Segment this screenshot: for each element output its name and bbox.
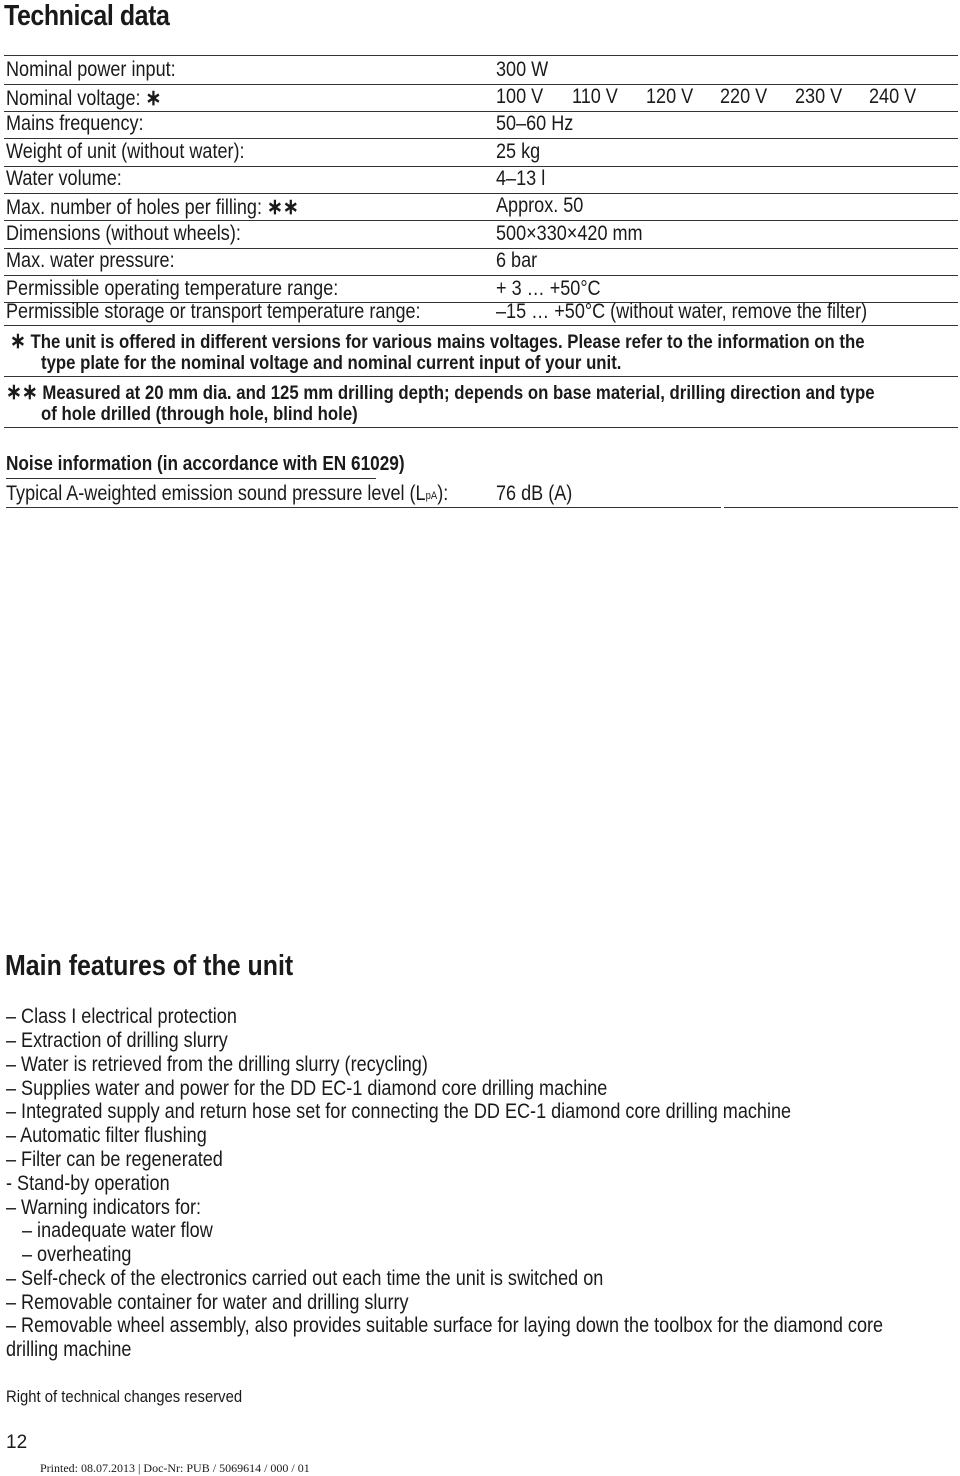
footnote-single [10, 328, 865, 354]
features-heading: Main features of the unit [5, 950, 294, 982]
spec-label-frequency: Mains frequency: [6, 112, 144, 135]
spec-label-water-volume: Water volume: [6, 167, 122, 190]
spec-label-water-pressure: Max. water pressure: [6, 249, 175, 272]
spec-label-operating-temp: Permissible operating temperature range: [6, 277, 339, 300]
spec-value-operating-temp: + 3 … +50°C [496, 277, 601, 300]
noise-underline [6, 507, 721, 508]
feature-item: – Class I electrical protection [6, 1005, 237, 1028]
voltage-option: 100 V [496, 85, 544, 108]
feature-item: – Removable container for water and drilling slurry [6, 1291, 409, 1314]
noise-label-sub: pA [425, 490, 438, 502]
footnote-double-text: Measured at 20 mm dia. and 125 mm drilling depth; depends on base material, drilling direction and type [42, 382, 875, 404]
spec-value-power: 300 W [496, 58, 549, 81]
spec-value-weight: 25 kg [496, 140, 541, 163]
spec-label-voltage [6, 85, 161, 111]
spec-label-weight: Weight of unit (without water): [6, 140, 245, 163]
spec-label-holes-text: Max. number of holes per filling: [6, 196, 262, 219]
row-divider [4, 138, 958, 139]
footnote-single-text: The unit is offered in different versions for various mains voltages. Please refer to the information on the [30, 331, 865, 353]
feature-item: – Supplies water and power for the DD EC-1 diamond core drilling machine [6, 1077, 608, 1100]
row-divider [4, 166, 958, 167]
double-asterisk-icon: ∗∗ [266, 194, 299, 219]
feature-item: – Filter can be regenerated [6, 1148, 223, 1171]
double-asterisk-icon: ∗∗ [6, 379, 38, 404]
row-divider [4, 275, 958, 276]
spec-label-power: Nominal power input: [6, 58, 176, 81]
feature-item: – Integrated supply and return hose set for connecting the DD EC-1 diamond core drilling machine [6, 1100, 792, 1123]
feature-subitem: – inadequate water flow [22, 1219, 213, 1242]
spec-value-water-volume: 4–13 l [496, 167, 546, 190]
noise-label-prefix: Typical A-weighted emission sound pressure level (L [6, 482, 426, 505]
footnote-double [6, 379, 875, 405]
voltage-option: 110 V [572, 85, 618, 108]
feature-item: – Self-check of the electronics carried out each time the unit is switched on [6, 1267, 604, 1290]
section-divider [4, 55, 958, 56]
row-divider [4, 111, 958, 112]
spec-label-voltage-text: Nominal voltage: [6, 87, 141, 110]
noise-label-suffix: ): [437, 482, 449, 505]
spec-value-water-pressure: 6 bar [496, 249, 538, 272]
page-title: Technical data [4, 0, 170, 32]
spec-label-storage-temp: Permissible storage or transport temperature range: [6, 300, 421, 323]
spec-value-dimensions: 500×330×420 mm [496, 222, 643, 245]
noise-label [6, 482, 448, 506]
footnote-single-cont: type plate for the nominal voltage and nominal current input of your unit. [41, 352, 622, 374]
noise-underline [724, 507, 958, 508]
print-info: Printed: 08.07.2013 | Doc-Nr: PUB / 5069614 / 000 / 01 [40, 1461, 310, 1475]
spec-label-dimensions: Dimensions (without wheels): [6, 222, 241, 245]
voltage-option: 240 V [869, 85, 917, 108]
feature-subitem: – overheating [22, 1243, 132, 1266]
feature-item: – Automatic filter flushing [6, 1124, 207, 1147]
voltage-option: 220 V [720, 85, 768, 108]
noise-heading: Noise information (in accordance with EN 61029) [6, 453, 405, 475]
disclaimer: Right of technical changes reserved [6, 1388, 243, 1406]
noise-value: 76 dB (A) [496, 482, 573, 505]
section-divider [4, 427, 958, 428]
spec-label-holes [6, 194, 299, 220]
spec-value-storage-temp: –15 … +50°C (without water, remove the filter) [496, 300, 868, 323]
row-divider [4, 220, 958, 221]
row-divider [4, 325, 958, 326]
spec-value-holes: Approx. 50 [496, 194, 584, 217]
row-divider [4, 376, 958, 377]
footnote-double-cont: of hole drilled (through hole, blind hole) [41, 403, 358, 425]
feature-item: – Water is retrieved from the drilling slurry (recycling) [6, 1053, 428, 1076]
noise-heading-underline [6, 478, 376, 479]
voltage-option: 120 V [646, 85, 694, 108]
feature-item: – Extraction of drilling slurry [6, 1029, 228, 1052]
single-asterisk-icon: ∗ [145, 85, 162, 110]
single-asterisk-icon: ∗ [10, 328, 26, 353]
voltage-option: 230 V [795, 85, 843, 108]
feature-item: – Removable wheel assembly, also provides suitable surface for laying down the toolbox for the diamond core [6, 1314, 884, 1337]
feature-item-cont: drilling machine [6, 1338, 132, 1361]
page-number: 12 [6, 1432, 28, 1453]
spec-value-frequency: 50–60 Hz [496, 112, 574, 135]
feature-item: - Stand-by operation [6, 1172, 170, 1195]
feature-item: – Warning indicators for: [6, 1196, 202, 1219]
